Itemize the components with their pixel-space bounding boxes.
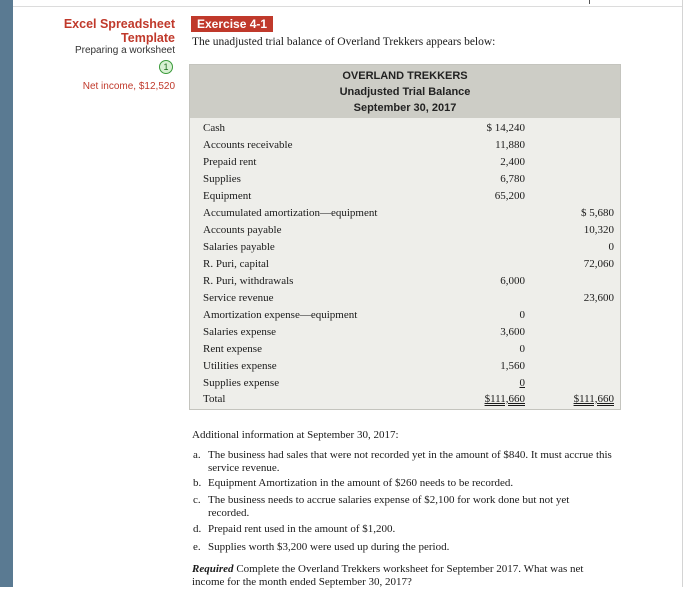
required-label: Required xyxy=(192,563,234,575)
additional-info-heading: Additional information at September 30, 2017: xyxy=(192,429,399,441)
debit-amount: 6,000 xyxy=(500,275,525,287)
right-page-edge xyxy=(682,0,683,587)
debit-amount: 2,400 xyxy=(500,156,525,168)
required-instruction xyxy=(192,563,617,589)
table-row xyxy=(190,239,620,255)
total-debit: $111,660 xyxy=(484,393,525,405)
debit-amount: 11,880 xyxy=(495,139,525,151)
item-letter: c. xyxy=(193,494,201,506)
table-row xyxy=(190,273,620,289)
debit-amount: 0 xyxy=(519,377,525,389)
item-letter: b. xyxy=(193,477,202,489)
list-item xyxy=(193,449,613,475)
account-name: Equipment xyxy=(203,190,252,202)
exercise-intro: The unadjusted trial balance of Overland Trekkers appears below: xyxy=(192,36,496,48)
account-name: R. Puri, withdrawals xyxy=(203,275,294,287)
credit-amount: $ 5,680 xyxy=(581,207,614,219)
debit-amount: 1,560 xyxy=(500,360,525,372)
required-text: Complete the Overland Trekkers worksheet for September 2017. What was net income for the month ended September 30, 2017? xyxy=(192,563,584,588)
table-row xyxy=(190,120,620,136)
statement-title: Unadjusted Trial Balance xyxy=(339,86,471,98)
account-name: Accounts receivable xyxy=(203,139,293,151)
table-row xyxy=(190,290,620,306)
account-name: Accounts payable xyxy=(203,224,282,236)
account-name: Rent expense xyxy=(203,343,262,355)
account-name: Utilities expense xyxy=(203,360,277,372)
step-number-badge: 1 xyxy=(159,60,173,74)
table-row xyxy=(190,324,620,340)
table-row xyxy=(190,222,620,238)
account-name: Cash xyxy=(203,122,225,134)
account-name: Supplies expense xyxy=(203,377,280,389)
trial-balance-table xyxy=(189,64,621,410)
item-letter: d. xyxy=(193,523,202,535)
account-name: Salaries payable xyxy=(203,241,275,253)
list-item xyxy=(193,477,613,490)
credit-amount: 0 xyxy=(608,241,614,253)
debit-amount: 6,780 xyxy=(500,173,525,185)
table-row xyxy=(190,307,620,323)
account-name: Accumulated amortization—equipment xyxy=(203,207,378,219)
credit-amount: 23,600 xyxy=(583,292,614,304)
table-row xyxy=(190,256,620,272)
account-name: Salaries expense xyxy=(203,326,276,338)
debit-amount: $ 14,240 xyxy=(486,122,525,134)
list-item xyxy=(193,541,613,554)
credit-amount: 10,320 xyxy=(583,224,614,236)
item-text: Supplies worth $3,200 were used up during the period. xyxy=(208,541,450,553)
item-text: The business had sales that were not recorded yet in the amount of $840. It must accrue this service revenue. xyxy=(208,449,612,474)
left-color-bar xyxy=(0,0,13,587)
item-text: The business needs to accrue salaries expense of $2,100 for work done but not yet recorded. xyxy=(208,494,570,519)
exercise-label: Exercise 4-1 xyxy=(191,16,273,32)
company-name: OVERLAND TREKKERS xyxy=(342,70,468,82)
table-row xyxy=(190,341,620,357)
total-credit: $111,660 xyxy=(573,393,614,405)
total-row xyxy=(190,391,620,407)
net-income-hint: Net income, $12,520 xyxy=(82,81,175,92)
sidebar-subtitle: Preparing a worksheet xyxy=(74,45,175,56)
table-row xyxy=(190,188,620,204)
statement-date: September 30, 2017 xyxy=(353,102,457,114)
table-row xyxy=(190,137,620,153)
account-name: Supplies xyxy=(203,173,241,185)
debit-amount: 0 xyxy=(519,343,525,355)
table-row xyxy=(190,154,620,170)
list-item xyxy=(193,494,613,520)
account-name: Service revenue xyxy=(203,292,274,304)
trial-balance-header xyxy=(190,65,620,118)
table-row xyxy=(190,205,620,221)
debit-amount: 3,600 xyxy=(500,326,525,338)
sidebar-title: Excel Spreadsheet Template xyxy=(63,17,175,45)
account-name: Prepaid rent xyxy=(203,156,257,168)
list-item xyxy=(193,523,613,536)
item-text: Equipment Amortization in the amount of $260 needs to be recorded. xyxy=(208,477,514,489)
table-row xyxy=(190,375,620,391)
account-name: R. Puri, capital xyxy=(203,258,269,270)
top-tick xyxy=(589,0,590,4)
item-letter: e. xyxy=(193,541,201,553)
top-divider xyxy=(13,6,682,7)
table-row xyxy=(190,358,620,374)
item-text: Prepaid rent used in the amount of $1,200. xyxy=(208,523,396,535)
account-name: Amortization expense—equipment xyxy=(203,309,358,321)
debit-amount: 0 xyxy=(519,309,525,321)
table-row xyxy=(190,171,620,187)
debit-amount: 65,200 xyxy=(494,190,525,202)
total-label: Total xyxy=(203,393,226,405)
item-letter: a. xyxy=(193,449,201,461)
credit-amount: 72,060 xyxy=(583,258,614,270)
